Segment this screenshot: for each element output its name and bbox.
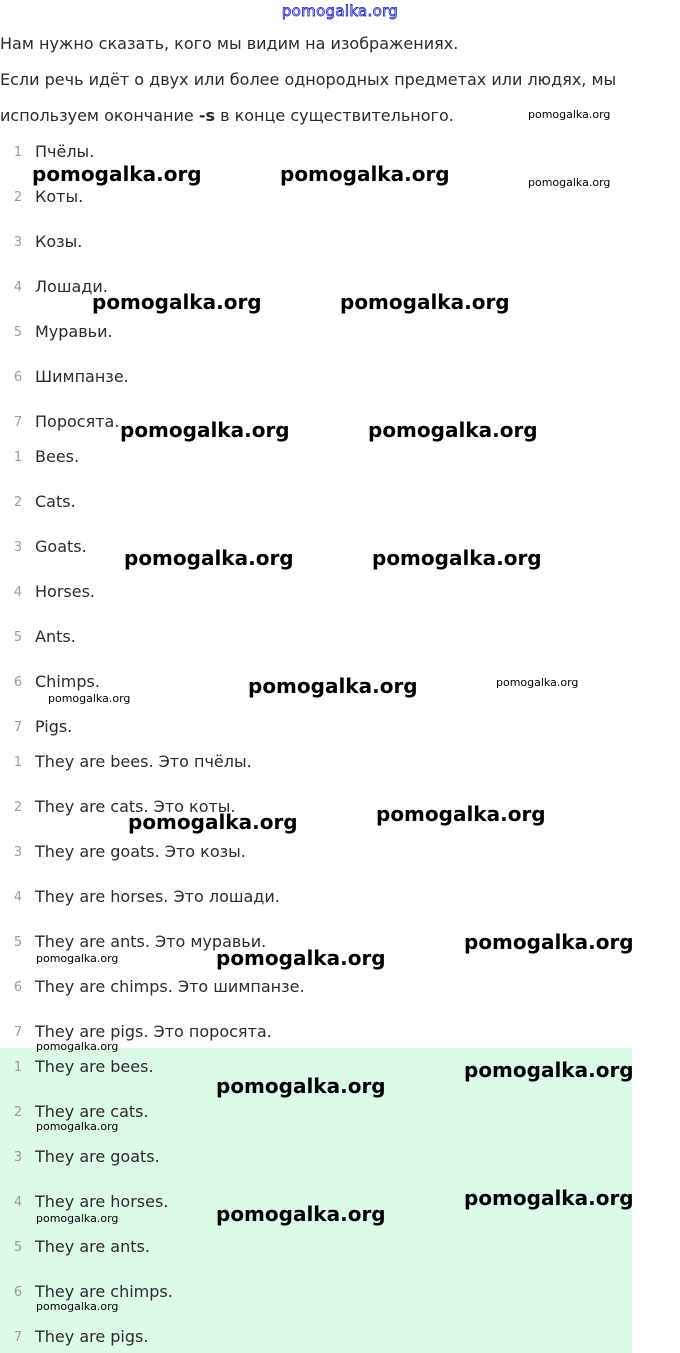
item-number: 6 <box>13 1285 23 1300</box>
intro-line-1: Нам нужно сказать, кого мы видим на изображениях. <box>0 34 459 53</box>
watermark: pomogalka.org <box>32 162 202 186</box>
item-number: 1 <box>13 1060 23 1075</box>
watermark: pomogalka.org <box>92 290 262 314</box>
item-text: Коты. <box>35 187 84 206</box>
item-number: 3 <box>13 1150 23 1165</box>
watermark: pomogalka.org <box>528 176 611 189</box>
item-text: Ants. <box>35 627 76 646</box>
item-text: Chimps. <box>35 672 100 691</box>
item-text: Horses. <box>35 582 95 601</box>
item-text: Cats. <box>35 492 76 511</box>
watermark: pomogalka.org <box>464 930 634 954</box>
watermark: pomogalka.org <box>36 952 119 965</box>
item-text: Муравьи. <box>35 322 113 341</box>
item-number: 6 <box>13 675 23 690</box>
item-text: Козы. <box>35 232 83 251</box>
item-number: 1 <box>13 450 23 465</box>
site-logo[interactable]: pomogalka.org <box>281 2 399 20</box>
watermark: pomogalka.org <box>216 1202 386 1226</box>
watermark: pomogalka.org <box>368 418 538 442</box>
item-number: 1 <box>13 145 23 160</box>
item-text: They are ants. <box>35 1237 150 1256</box>
intro-line-2: Если речь идёт о двух или более однородных предметах или людях, мы <box>0 70 617 89</box>
item-number: 4 <box>13 585 23 600</box>
item-number: 2 <box>13 190 23 205</box>
watermark: pomogalka.org <box>216 1074 386 1098</box>
item-number: 7 <box>13 1330 23 1345</box>
item-number: 4 <box>13 280 23 295</box>
intro-line-3-before: используем окончание <box>0 106 199 125</box>
watermark: pomogalka.org <box>496 676 579 689</box>
item-text: They are pigs. Это поросята. <box>35 1022 272 1041</box>
watermark: pomogalka.org <box>248 674 418 698</box>
item-text: They are horses. <box>35 1192 169 1211</box>
watermark: pomogalka.org <box>528 108 611 121</box>
item-text: They are ants. Это муравьи. <box>35 932 267 951</box>
item-text: They are goats. <box>35 1147 160 1166</box>
item-text: They are pigs. <box>35 1327 149 1346</box>
watermark: pomogalka.org <box>48 692 131 705</box>
item-number: 4 <box>13 890 23 905</box>
item-number: 6 <box>13 370 23 385</box>
item-text: Поросята. <box>35 412 120 431</box>
item-number: 3 <box>13 235 23 250</box>
item-text: They are bees. Это пчёлы. <box>35 752 252 771</box>
item-text: They are cats. Это коты. <box>35 797 236 816</box>
watermark: pomogalka.org <box>128 810 298 834</box>
item-number: 5 <box>13 630 23 645</box>
item-text: They are chimps. Это шимпанзе. <box>35 977 305 996</box>
item-number: 5 <box>13 325 23 340</box>
item-text: Лошади. <box>35 277 108 296</box>
item-number: 7 <box>13 720 23 735</box>
item-number: 5 <box>13 1240 23 1255</box>
item-number: 6 <box>13 980 23 995</box>
item-number: 5 <box>13 935 23 950</box>
intro-line-3-after: в конце существительного. <box>215 106 454 125</box>
watermark: pomogalka.org <box>376 802 546 826</box>
watermark: pomogalka.org <box>36 1212 119 1225</box>
item-number: 1 <box>13 755 23 770</box>
watermark: pomogalka.org <box>464 1186 634 1210</box>
item-number: 2 <box>13 800 23 815</box>
item-number: 2 <box>13 1105 23 1120</box>
item-number: 4 <box>13 1195 23 1210</box>
item-text: They are cats. <box>35 1102 149 1121</box>
item-number: 2 <box>13 495 23 510</box>
watermark: pomogalka.org <box>464 1058 634 1082</box>
watermark: pomogalka.org <box>36 1120 119 1133</box>
item-text: Пчёлы. <box>35 142 95 161</box>
item-text: They are goats. Это козы. <box>35 842 246 861</box>
watermark: pomogalka.org <box>372 546 542 570</box>
watermark: pomogalka.org <box>216 946 386 970</box>
item-text: Bees. <box>35 447 80 466</box>
watermark: pomogalka.org <box>36 1300 119 1313</box>
watermark: pomogalka.org <box>280 162 450 186</box>
item-number: 7 <box>13 415 23 430</box>
watermark: pomogalka.org <box>340 290 510 314</box>
item-text: Шимпанзе. <box>35 367 129 386</box>
item-number: 3 <box>13 845 23 860</box>
item-number: 3 <box>13 540 23 555</box>
watermark: pomogalka.org <box>36 1040 119 1053</box>
intro-line-3 <box>0 106 454 125</box>
watermark: pomogalka.org <box>124 546 294 570</box>
suffix-s: -s <box>198 106 215 125</box>
watermark: pomogalka.org <box>120 418 290 442</box>
item-text: They are bees. <box>35 1057 154 1076</box>
item-text: They are horses. Это лошади. <box>35 887 280 906</box>
item-text: They are chimps. <box>35 1282 173 1301</box>
item-text: Pigs. <box>35 717 73 736</box>
item-number: 7 <box>13 1025 23 1040</box>
item-text: Goats. <box>35 537 87 556</box>
